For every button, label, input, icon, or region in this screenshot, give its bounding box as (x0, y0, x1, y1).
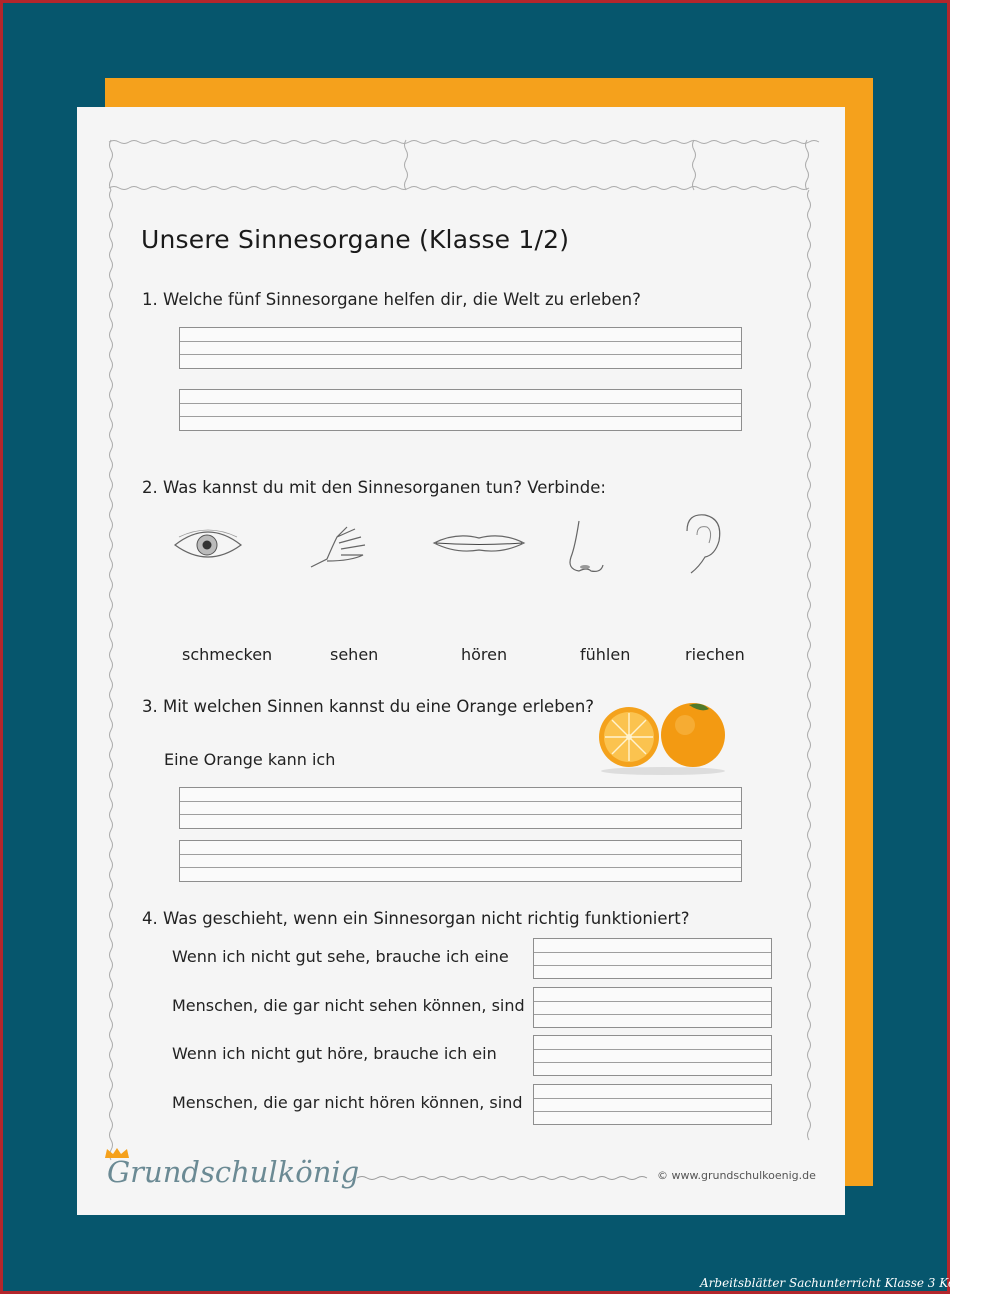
eye-icon (171, 525, 245, 565)
footer-wavy-line (357, 1175, 649, 1181)
answer-lines-4c[interactable] (533, 1035, 772, 1076)
word-riechen: riechen (685, 645, 745, 664)
question-3: 3. Mit welchen Sinnen kannst du eine Orange erleben? (142, 697, 595, 716)
word-fuehlen: fühlen (580, 645, 631, 664)
orange-image (597, 697, 729, 775)
sentence-4: Menschen, die gar nicht hören können, sind (172, 1093, 523, 1112)
sentence-1: Wenn ich nicht gut sehe, brauche ich eine (172, 947, 509, 966)
worksheet-page (77, 107, 845, 1215)
image-caption: Arbeitsblätter Sachunterricht Klasse 3 Körper (700, 1276, 981, 1290)
question-4: 4. Was geschieht, wenn ein Sinnesorgan nicht richtig funktioniert? (142, 909, 690, 928)
answer-lines-1a[interactable] (179, 327, 742, 369)
ear-icon (679, 511, 727, 577)
worksheet-title: Unsere Sinnesorgane (Klasse 1/2) (141, 225, 570, 254)
header-name-box (109, 140, 809, 190)
answer-lines-4a[interactable] (533, 938, 772, 979)
right-wavy-border (806, 190, 812, 1140)
answer-lines-4b[interactable] (533, 987, 772, 1028)
brand-logo: Grundschulkönig (107, 1155, 360, 1189)
answer-lines-4d[interactable] (533, 1084, 772, 1125)
word-schmecken: schmecken (182, 645, 273, 664)
nose-icon (565, 519, 609, 577)
sentence-2: Menschen, die gar nicht sehen können, sind (172, 996, 525, 1015)
answer-lines-3a[interactable] (179, 787, 742, 829)
word-hoeren: hören (461, 645, 508, 664)
left-wavy-border (108, 190, 114, 1140)
sentence-3: Wenn ich nicht gut höre, brauche ich ein (172, 1044, 497, 1063)
hand-icon (307, 515, 377, 571)
word-sehen: sehen (330, 645, 379, 664)
question-1: 1. Welche fünf Sinnesorgane helfen dir, die Welt zu erleben? (142, 290, 641, 309)
mouth-icon (432, 530, 526, 556)
answer-lines-1b[interactable] (179, 389, 742, 431)
copyright-notice: © www.grundschulkoenig.de (657, 1169, 816, 1182)
q3-prompt: Eine Orange kann ich (164, 750, 336, 769)
question-2: 2. Was kannst du mit den Sinnesorganen tun? Verbinde: (142, 478, 606, 497)
answer-lines-3b[interactable] (179, 840, 742, 882)
